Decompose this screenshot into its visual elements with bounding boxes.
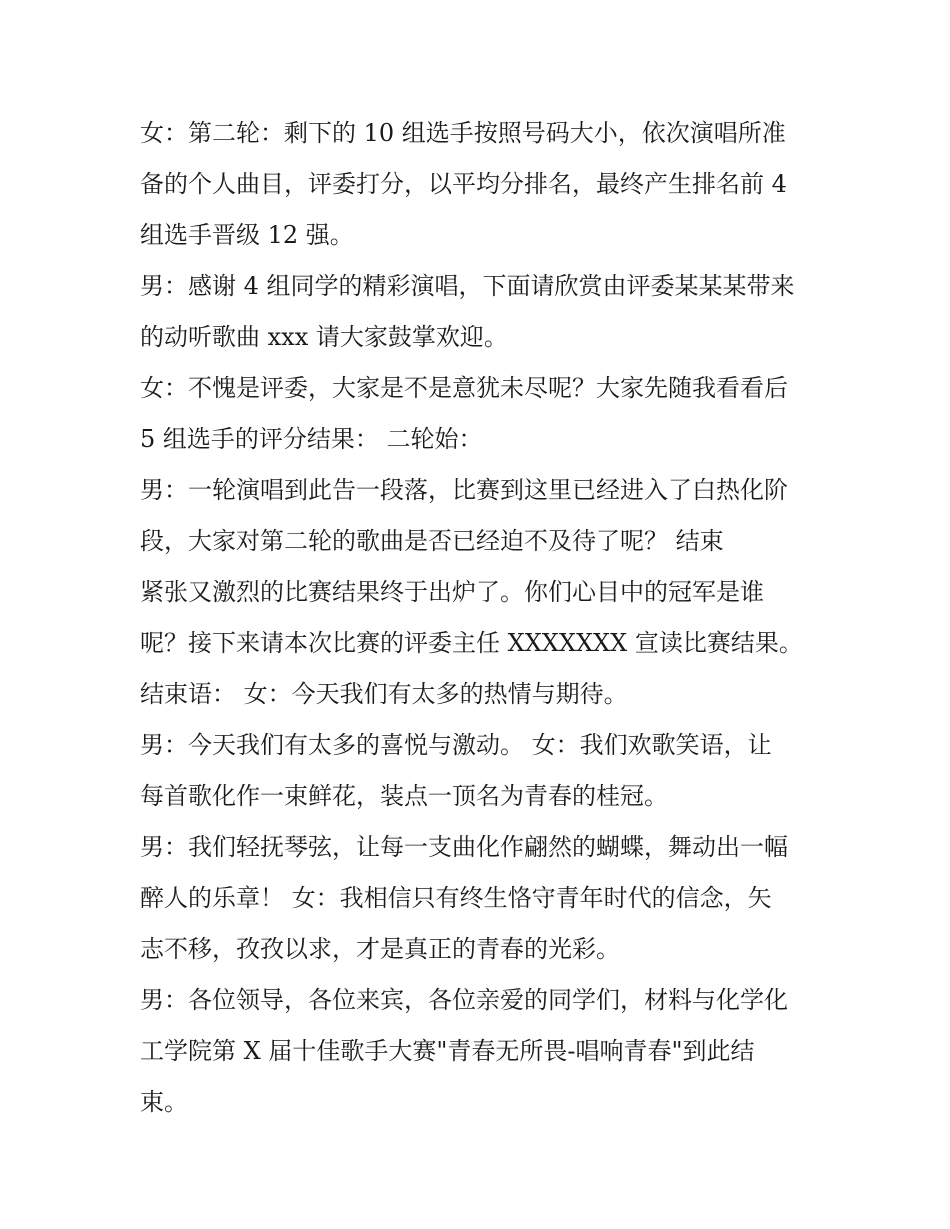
- text-line: 工学院第 X 届十佳歌手大赛"青春无所畏-唱响青春"到此结: [140, 1037, 755, 1065]
- document-body: [140, 108, 820, 1128]
- text-line: 结束语： 女：今天我们有太多的热情与期待。: [140, 680, 628, 708]
- text-line: 每首歌化作一束鲜花，装点一顶名为青春的桂冠。: [140, 782, 668, 810]
- text-line: 紧张又激烈的比赛结果终于出炉了。你们心目中的冠军是谁: [140, 578, 764, 606]
- text-line: 组选手晋级 12 强。: [140, 221, 354, 249]
- text-line: 男：今天我们有太多的喜悦与激动。 女：我们欢歌笑语，让: [140, 731, 772, 759]
- text-line: 5 组选手的评分结果： 二轮始：: [140, 425, 483, 453]
- text-line: 醉人的乐章！ 女：我相信只有终生恪守青年时代的信念，矢: [140, 884, 772, 912]
- text-line: 男：感谢 4 组同学的精彩演唱，下面请欣赏由评委某某某带来: [140, 272, 795, 300]
- text-line: 女：不愧是评委，大家是不是意犹未尽呢？大家先随我看看后: [140, 374, 788, 402]
- text-line: 志不移，孜孜以求，才是真正的青春的光彩。: [140, 935, 620, 963]
- text-line: 女：第二轮：剩下的 10 组选手按照号码大小，依次演唱所准: [140, 119, 786, 147]
- text-line: 呢？接下来请本次比赛的评委主任 XXXXXXX 宣读比赛结果。: [140, 629, 803, 657]
- text-line: 男：各位领导，各位来宾，各位亲爱的同学们，材料与化学化: [140, 986, 788, 1014]
- text-line: 的动听歌曲 xxx 请大家鼓掌欢迎。: [140, 323, 508, 351]
- text-line: 备的个人曲目，评委打分，以平均分排名，最终产生排名前 4: [140, 170, 787, 198]
- text-line: 男：我们轻抚琴弦，让每一支曲化作翩然的蝴蝶，舞动出一幅: [140, 833, 788, 861]
- text-line: 段，大家对第二轮的歌曲是否已经迫不及待了呢？ 结束: [140, 527, 724, 555]
- text-line: 束。: [140, 1088, 188, 1116]
- text-line: 男：一轮演唱到此告一段落，比赛到这里已经进入了白热化阶: [140, 476, 788, 504]
